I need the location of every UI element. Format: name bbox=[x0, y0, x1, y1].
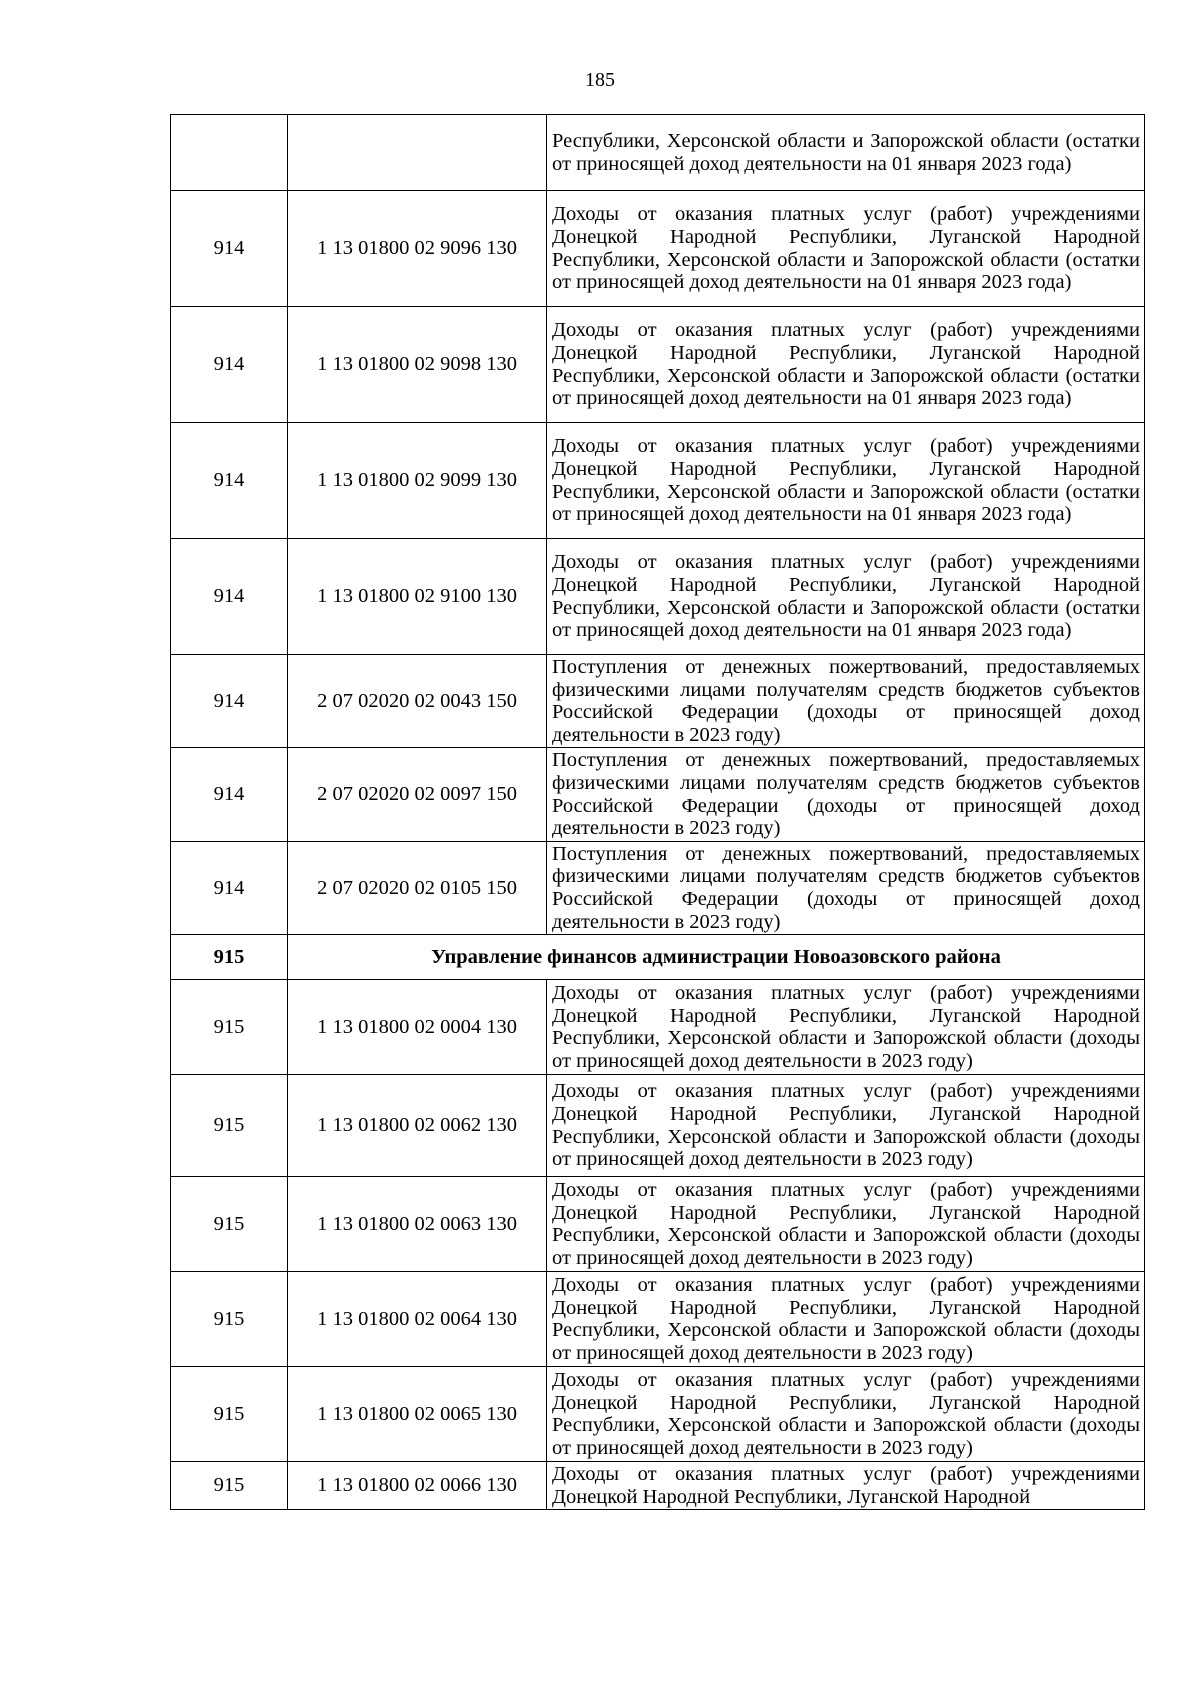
description-cell: Республики, Херсонской области и Запорожской области (остатки от приносящей доход деятельности на 01 января 2023 года) bbox=[547, 115, 1145, 191]
income-code-cell bbox=[288, 115, 547, 191]
income-code-cell: 1 13 01800 02 0063 130 bbox=[288, 1177, 547, 1272]
table-row bbox=[171, 307, 1145, 423]
admin-code-cell: 914 bbox=[171, 841, 288, 934]
table-row bbox=[171, 1272, 1145, 1367]
description-cell: Поступления от денежных пожертвований, предоставляемых физическими лицами получателям средств бюджетов субъектов Российской Федерации (доходы от приносящей доход деятельности в 2023 году) bbox=[547, 655, 1145, 748]
description-cell: Доходы от оказания платных услуг (работ) учреждениями Донецкой Народной Республики, Луганской Народной Республики, Херсонской области и Запорожской области (доходы от приносящей доход деятельности в 2023 году) bbox=[547, 1075, 1145, 1177]
table-row bbox=[171, 655, 1145, 748]
table-row bbox=[171, 1177, 1145, 1272]
income-code-cell: 1 13 01800 02 0062 130 bbox=[288, 1075, 547, 1177]
income-code-cell: 2 07 02020 02 0105 150 bbox=[288, 841, 547, 934]
table-row bbox=[171, 841, 1145, 934]
table-row bbox=[171, 115, 1145, 191]
description-cell: Доходы от оказания платных услуг (работ) учреждениями Донецкой Народной Республики, Луганской Народной Республики, Херсонской области и Запорожской области (доходы от приносящей доход деятельности в 2023 году) bbox=[547, 1177, 1145, 1272]
table-row bbox=[171, 423, 1145, 539]
income-code-cell: 1 13 01800 02 0066 130 bbox=[288, 1462, 547, 1510]
admin-code-cell: 915 bbox=[171, 1272, 288, 1367]
income-code-cell: 1 13 01800 02 9099 130 bbox=[288, 423, 547, 539]
description-cell: Доходы от оказания платных услуг (работ) учреждениями Донецкой Народной Республики, Луганской Народной bbox=[547, 1462, 1145, 1510]
description-cell: Доходы от оказания платных услуг (работ) учреждениями Донецкой Народной Республики, Луганской Народной Республики, Херсонской области и Запорожской области (доходы от приносящей доход деятельности в 2023 году) bbox=[547, 1272, 1145, 1367]
description-cell: Доходы от оказания платных услуг (работ) учреждениями Донецкой Народной Республики, Луганской Народной Республики, Херсонской области и Запорожской области (остатки от приносящей доход деятельности на 01 января 2023 года) bbox=[547, 539, 1145, 655]
income-code-cell: 1 13 01800 02 9098 130 bbox=[288, 307, 547, 423]
admin-code-cell: 914 bbox=[171, 307, 288, 423]
table-row bbox=[171, 191, 1145, 307]
admin-code-cell: 914 bbox=[171, 539, 288, 655]
income-code-cell: 2 07 02020 02 0097 150 bbox=[288, 748, 547, 841]
income-code-cell: 2 07 02020 02 0043 150 bbox=[288, 655, 547, 748]
section-title: Управление финансов администрации Новоазовского района bbox=[288, 935, 1145, 980]
table-row bbox=[171, 748, 1145, 841]
admin-code-cell: 914 bbox=[171, 191, 288, 307]
income-code-cell: 1 13 01800 02 0065 130 bbox=[288, 1367, 547, 1462]
table-row bbox=[171, 980, 1145, 1075]
admin-code-cell: 915 bbox=[171, 1462, 288, 1510]
description-cell: Доходы от оказания платных услуг (работ) учреждениями Донецкой Народной Республики, Луганской Народной Республики, Херсонской области и Запорожской области (остатки от приносящей доход деятельности на 01 января 2023 года) bbox=[547, 191, 1145, 307]
income-code-cell: 1 13 01800 02 9096 130 bbox=[288, 191, 547, 307]
admin-code-cell: 914 bbox=[171, 748, 288, 841]
table-row bbox=[171, 1367, 1145, 1462]
table-row bbox=[171, 539, 1145, 655]
description-cell: Доходы от оказания платных услуг (работ) учреждениями Донецкой Народной Республики, Луганской Народной Республики, Херсонской области и Запорожской области (остатки от приносящей доход деятельности на 01 января 2023 года) bbox=[547, 423, 1145, 539]
table-row bbox=[171, 1075, 1145, 1177]
admin-code-cell: 915 bbox=[171, 980, 288, 1075]
admin-code-cell bbox=[171, 115, 288, 191]
admin-code-cell: 914 bbox=[171, 423, 288, 539]
description-cell: Поступления от денежных пожертвований, предоставляемых физическими лицами получателям средств бюджетов субъектов Российской Федерации (доходы от приносящей доход деятельности в 2023 году) bbox=[547, 841, 1145, 934]
description-cell: Доходы от оказания платных услуг (работ) учреждениями Донецкой Народной Республики, Луганской Народной Республики, Херсонской области и Запорожской области (остатки от приносящей доход деятельности на 01 января 2023 года) bbox=[547, 307, 1145, 423]
section-admin-code: 915 bbox=[171, 935, 288, 980]
description-cell: Доходы от оказания платных услуг (работ) учреждениями Донецкой Народной Республики, Луганской Народной Республики, Херсонской области и Запорожской области (доходы от приносящей доход деятельности в 2023 году) bbox=[547, 980, 1145, 1075]
table-row bbox=[171, 1462, 1145, 1510]
section-header-row bbox=[171, 935, 1145, 980]
income-code-cell: 1 13 01800 02 0004 130 bbox=[288, 980, 547, 1075]
page-number: 185 bbox=[585, 69, 615, 91]
admin-code-cell: 914 bbox=[171, 655, 288, 748]
income-code-cell: 1 13 01800 02 9100 130 bbox=[288, 539, 547, 655]
budget-classification-table bbox=[170, 114, 1145, 1510]
income-code-cell: 1 13 01800 02 0064 130 bbox=[288, 1272, 547, 1367]
admin-code-cell: 915 bbox=[171, 1075, 288, 1177]
description-cell: Поступления от денежных пожертвований, предоставляемых физическими лицами получателям средств бюджетов субъектов Российской Федерации (доходы от приносящей доход деятельности в 2023 году) bbox=[547, 748, 1145, 841]
admin-code-cell: 915 bbox=[171, 1177, 288, 1272]
description-cell: Доходы от оказания платных услуг (работ) учреждениями Донецкой Народной Республики, Луганской Народной Республики, Херсонской области и Запорожской области (доходы от приносящей доход деятельности в 2023 году) bbox=[547, 1367, 1145, 1462]
admin-code-cell: 915 bbox=[171, 1367, 288, 1462]
